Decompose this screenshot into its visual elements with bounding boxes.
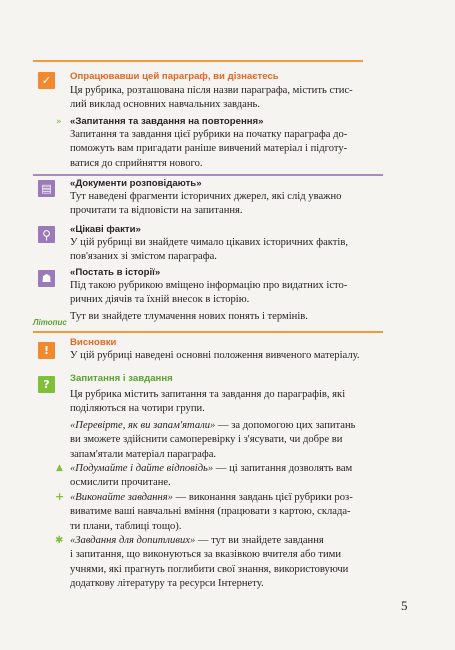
questions-intro [70, 388, 382, 417]
questions-group-think [70, 462, 382, 491]
page-number: 5 [401, 598, 408, 613]
section-divider [33, 60, 363, 62]
repeat-heading: «Запитання та завдання на повторення» [70, 116, 264, 127]
text-line: поможуть вам пригадати раніше вивчений матеріал і підготу- [70, 143, 348, 155]
documents-text [70, 190, 382, 219]
group-text: — за допомогою цих запитань [215, 420, 356, 431]
section-divider [33, 174, 383, 176]
check-icon: ✓ [38, 72, 55, 89]
history-heading: «Постать в історії» [70, 267, 161, 278]
questions-heading: Запитання і завдання [70, 373, 173, 384]
conclusions-heading: Висновки [70, 337, 117, 348]
learn-heading: Опрацювавши цей параграф, ви дізнаєтесь [70, 71, 279, 82]
text-line: У цій рубриці ви знайдете чимало цікавих історичних фактів, [70, 237, 349, 248]
portrait-icon: ☗ [38, 270, 55, 287]
learn-text [70, 84, 382, 113]
text-line: запам'ятали матеріал параграфа. [70, 448, 217, 460]
magnifier-icon: ⚲ [38, 226, 55, 243]
text-line [70, 462, 382, 476]
text-line: осмислити прочитане. [70, 477, 171, 489]
text-line [70, 419, 382, 433]
star-icon: ✱ [55, 535, 64, 546]
questions-group-do [70, 491, 382, 534]
text-line: виватиме ваші навчальні вміння (працювати з картою, склада- [70, 506, 351, 518]
text-line: ричних діячів та їхній внесок в історію. [70, 294, 250, 306]
group-title: «Виконайте завдання» [70, 492, 173, 503]
text-line: ви зможете здійснити самоперевірку і з'ясувати, чи добре ви [70, 434, 343, 446]
repeat-text [70, 128, 382, 171]
group-text: — виконання завдань цієї рубрики роз- [172, 492, 353, 503]
double-arrow-icon: » [56, 117, 62, 127]
section-divider [33, 331, 383, 333]
glossary-text: Тут ви знайдете тлумачення нових понять і термінів. [70, 311, 308, 322]
triangle-icon: ▲ [56, 463, 63, 473]
documents-heading: «Документи розповідають» [70, 178, 202, 189]
questions-group-check [70, 419, 382, 462]
text-line: учнями, які прагнуть поглибити свої знання, використовуючи [70, 563, 349, 575]
text-line [70, 534, 382, 548]
group-title: «Завдання для допитливих» [70, 535, 196, 546]
question-icon: ? [38, 376, 55, 393]
text-line: поділяються на чотири групи. [70, 403, 205, 415]
plus-icon: + [55, 490, 65, 503]
facts-heading: «Цікаві факти» [70, 224, 141, 235]
group-title: «Подумайте і дайте відповідь» [70, 463, 214, 474]
text-line: Тут наведені фрагменти історичних джерел, які слід уважно [70, 191, 342, 202]
text-line: Ця рубрика містить запитання та завдання до параграфів, які [70, 389, 346, 400]
text-line: ватися до сприйняття нового. [70, 157, 203, 169]
text-line: пов'язаних зі змістом параграфа. [70, 251, 217, 263]
glossary-label: Літопис [33, 318, 67, 327]
facts-text [70, 236, 382, 265]
document-icon: ▤ [38, 180, 55, 197]
text-line: ти плани, таблиці тощо). [70, 520, 182, 532]
text-line: додаткову літературу та ресурси Інтернету. [70, 578, 264, 590]
text-line: Запитання та завдання цієї рубрики на початку параграфа до- [70, 129, 348, 140]
conclusions-text: У цій рубриці наведені основні положення вивченого матеріалу. [70, 350, 360, 361]
text-line: прочитати та відповісти на запитання. [70, 205, 243, 217]
text-line: Під такою рубрикою вміщено інформацію про видатних істо- [70, 280, 348, 291]
text-line: і запитання, що виконуються за вказівкою вчителя або тими [70, 549, 342, 561]
history-text [70, 279, 382, 308]
group-text: — ці запитання дозволять вам [213, 463, 353, 474]
group-title: «Перевірте, як ви запам'ятали» [70, 420, 216, 431]
group-text: — тут ви знайдете завдання [195, 535, 324, 546]
text-line [70, 491, 382, 505]
text-line: Ця рубрика, розташована після назви параграфа, містить стис- [70, 85, 353, 96]
text-line: лий виклад основних навчальних завдань. [70, 99, 260, 111]
exclamation-icon: ! [38, 342, 55, 359]
questions-group-curious [70, 534, 382, 592]
